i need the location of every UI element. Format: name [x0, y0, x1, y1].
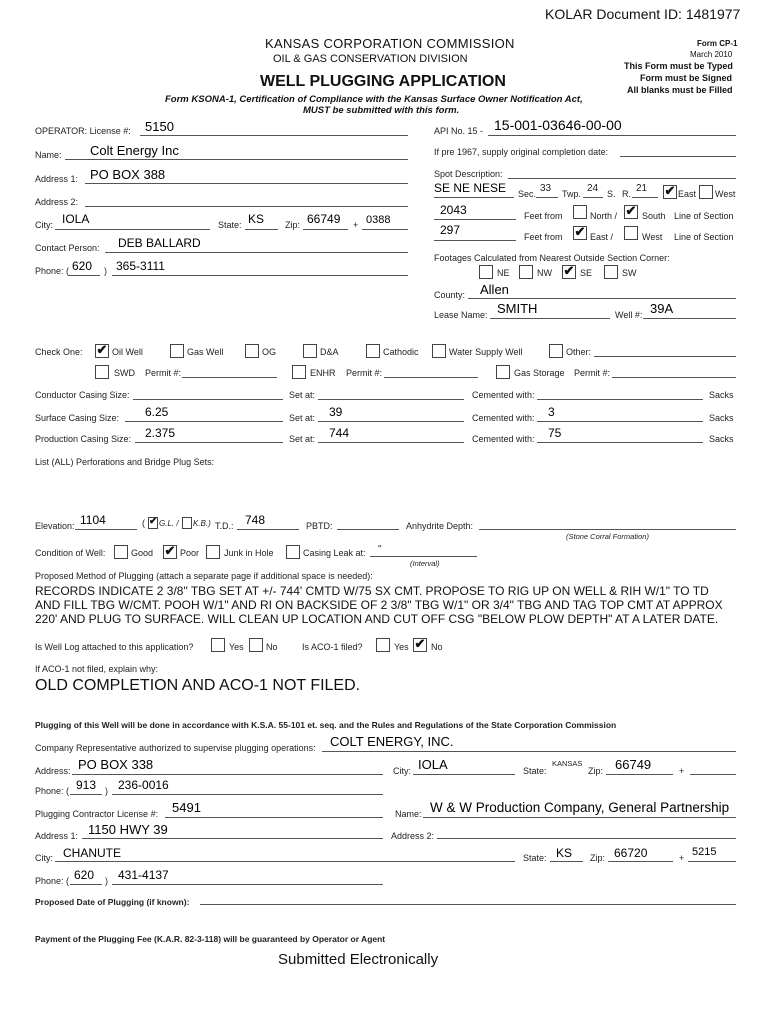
production-set-at-value[interactable]: 744 — [329, 426, 350, 440]
west2-label: West — [642, 232, 663, 242]
check-mark-icon: ✔ — [164, 543, 176, 558]
og-label: OG — [262, 347, 277, 357]
form-subtitle-1: Form KSONA-1, Certification of Compliance with the Kansas Surface Owner Notification Act, — [165, 94, 583, 105]
aco-filed-label: Is ACO-1 filed? — [302, 642, 363, 652]
aco-no-checkbox[interactable] — [413, 638, 427, 652]
contractor-license-value[interactable]: 5491 — [172, 800, 201, 815]
swd-label: SWD — [114, 368, 135, 378]
se-checkbox[interactable] — [562, 265, 576, 279]
gl-checkbox[interactable] — [148, 517, 158, 529]
good-label: Good — [131, 548, 154, 558]
conductor-cemented-label: Cemented with: — [472, 390, 535, 400]
swd-permit-label: Permit #: — [145, 368, 182, 378]
other-checkbox[interactable] — [549, 344, 563, 358]
rep-phone-area[interactable]: 913 — [76, 778, 97, 792]
county-value[interactable]: Allen — [480, 282, 509, 297]
proposed-date-label: Proposed Date of Plugging (if known): — [35, 897, 190, 907]
contractor-zip-label: Zip: — [590, 853, 606, 863]
sec-label: Sec. — [518, 189, 537, 199]
condition-label: Condition of Well: — [35, 548, 106, 558]
east-checkbox[interactable] — [663, 185, 677, 199]
contractor-state-label: State: — [523, 853, 547, 863]
well-log-no-label: No — [266, 642, 278, 652]
cathodic-checkbox[interactable] — [366, 344, 380, 358]
elevation-open-paren: ( — [142, 518, 145, 528]
phone-value[interactable]: 365-3111 — [116, 259, 165, 273]
check-mark-icon: ✔ — [574, 224, 586, 239]
conductor-casing-label: Conductor Casing Size: — [35, 390, 130, 400]
surface-set-at-value[interactable]: 39 — [329, 405, 343, 419]
sw-checkbox[interactable] — [604, 265, 618, 279]
se-label: SE — [580, 268, 593, 278]
rep-zip-plus: + — [679, 766, 685, 776]
twp-value[interactable]: 24 — [587, 183, 599, 194]
north-checkbox[interactable] — [573, 205, 587, 219]
rep-state-label: State: — [523, 766, 547, 776]
kb-label: K.B.) — [193, 519, 211, 528]
conductor-sacks-label: Sacks — [709, 390, 734, 400]
operator-name-value[interactable]: Colt Energy Inc — [90, 143, 179, 158]
form-note-typed: This Form must be Typed — [624, 61, 733, 71]
west-checkbox[interactable] — [699, 185, 713, 199]
nw-checkbox[interactable] — [519, 265, 533, 279]
license-label: OPERATOR: License #: — [35, 126, 131, 136]
water-supply-checkbox[interactable] — [432, 344, 446, 358]
check-mark-icon: ✔ — [149, 516, 158, 527]
poor-label: Poor — [180, 548, 200, 558]
api-label: API No. 15 - — [434, 126, 484, 136]
perforations-label: List (ALL) Perforations and Bridge Plug Sets: — [35, 457, 215, 467]
ne-label: NE — [497, 268, 510, 278]
sw-label: SW — [622, 268, 637, 278]
surface-cemented-label: Cemented with: — [472, 413, 535, 423]
kb-checkbox[interactable] — [182, 517, 192, 529]
well-number-value[interactable]: 39A — [650, 301, 674, 316]
check-mark-icon: ✔ — [96, 342, 108, 357]
sec-value[interactable]: 33 — [540, 183, 552, 194]
address1-label: Address 1: — [35, 174, 79, 184]
form-number: Form CP-1 — [697, 39, 738, 48]
pre1967-label: If pre 1967, supply original completion date: — [434, 147, 609, 157]
contractor-state-value[interactable]: KS — [556, 846, 573, 860]
footages-label: Footages Calculated from Nearest Outside Section Corner: — [434, 253, 670, 263]
aco-no-label: No — [431, 642, 443, 652]
enhr-permit-label: Permit #: — [346, 368, 383, 378]
contractor-city-value[interactable]: CHANUTE — [63, 846, 122, 860]
agency-name: KANSAS CORPORATION COMMISSION — [265, 36, 515, 51]
rep-zip-label: Zip: — [588, 766, 604, 776]
s-label: S. — [607, 189, 616, 199]
td-label: T.D.: — [215, 521, 234, 531]
submitted-electronically: Submitted Electronically — [278, 951, 439, 968]
east2-checkbox[interactable] — [573, 226, 587, 240]
city-value[interactable]: IOLA — [62, 212, 90, 226]
well-log-no-checkbox[interactable] — [249, 638, 263, 652]
aco-explain-label: If ACO-1 not filed, explain why: — [35, 664, 159, 674]
check-mark-icon: ✔ — [625, 203, 637, 218]
contractor-phone-value[interactable]: 431-4137 — [118, 868, 169, 882]
rep-city-label: City: — [393, 766, 411, 776]
division-name: OIL & GAS CONSERVATION DIVISION — [273, 53, 468, 65]
og-checkbox[interactable] — [245, 344, 259, 358]
api-value[interactable]: 15-001-03646-00-00 — [494, 117, 622, 133]
zip4-value[interactable]: 0388 — [366, 214, 391, 226]
contractor-address1-label: Address 1: — [35, 831, 79, 841]
city-label: City: — [35, 220, 53, 230]
contractor-name-label: Name: — [395, 809, 422, 819]
production-casing-label: Production Casing Size: — [35, 434, 132, 444]
td-value[interactable]: 748 — [245, 513, 266, 527]
contractor-address1-value[interactable]: 1150 HWY 39 — [88, 822, 168, 837]
company-rep-value[interactable]: COLT ENERGY, INC. — [330, 734, 454, 749]
production-sacks-label: Sacks — [709, 434, 734, 444]
enhr-label: ENHR — [310, 368, 336, 378]
zip-label: Zip: — [285, 220, 301, 230]
contractor-zip-plus: + — [679, 853, 685, 863]
form-note-signed: Form must be Signed — [640, 73, 733, 83]
gas-storage-permit-label: Permit #: — [574, 368, 611, 378]
state-label: State: — [218, 220, 242, 230]
r-value[interactable]: 21 — [636, 183, 648, 194]
contractor-name-value[interactable]: W & W Production Company, General Partnership — [430, 800, 730, 815]
well-log-label: Is Well Log attached to this application? — [35, 642, 194, 652]
elevation-value[interactable]: 1104 — [80, 513, 106, 527]
west2-checkbox[interactable] — [624, 226, 638, 240]
interval-label: (Interval) — [410, 559, 440, 568]
gas-storage-label: Gas Storage — [514, 368, 565, 378]
south-label: South — [642, 211, 666, 221]
county-label: County: — [434, 290, 466, 300]
document-id: KOLAR Document ID: 1481977 — [545, 6, 741, 22]
state-value[interactable]: KS — [248, 212, 265, 226]
rep-phone-close: ) — [105, 786, 108, 796]
oil-well-checkbox[interactable] — [95, 344, 109, 358]
east-label: East — [678, 189, 697, 199]
plugging-fee-statement: Payment of the Plugging Fee (K.A.R. 82-3-118) will be guaranteed by Operator or Agent — [35, 934, 386, 944]
zip-plus: + — [353, 220, 359, 230]
rep-phone-value[interactable]: 236-0016 — [118, 778, 169, 792]
south-checkbox[interactable] — [624, 205, 638, 219]
contractor-phone-area[interactable]: 620 — [74, 868, 95, 882]
conductor-set-at-label: Set at: — [289, 390, 316, 400]
check-mark-icon: ✔ — [414, 636, 426, 651]
feet1-value[interactable]: 2043 — [440, 203, 467, 217]
contractor-zip-value[interactable]: 66720 — [614, 846, 648, 860]
feet2-value[interactable]: 297 — [440, 223, 461, 237]
water-supply-label: Water Supply Well — [449, 347, 523, 357]
east2-label: East / — [590, 232, 614, 242]
feet-from-1-label: Feet from — [524, 211, 563, 221]
contact-label: Contact Person: — [35, 243, 100, 253]
phone-close: ) — [104, 266, 107, 276]
aco-yes-label: Yes — [394, 642, 409, 652]
contact-value[interactable]: DEB BALLARD — [118, 236, 201, 250]
check-mark-icon: ✔ — [664, 183, 676, 198]
other-label: Other: — [566, 347, 592, 357]
spot-label: Spot Description: — [434, 169, 503, 179]
elevation-label: Elevation: — [35, 521, 75, 531]
cathodic-label: Cathodic — [383, 347, 419, 357]
check-one-label: Check One: — [35, 347, 83, 357]
form-note-blanks: All blanks must be Filled — [627, 85, 733, 95]
well-log-yes-label: Yes — [229, 642, 244, 652]
rep-address-label: Address: — [35, 766, 71, 776]
phone-area-value[interactable]: 620 — [72, 259, 93, 273]
address1-value[interactable]: PO BOX 388 — [90, 167, 166, 182]
gl-label: G.L. / — [159, 519, 179, 528]
poor-checkbox[interactable] — [163, 545, 177, 559]
junk-checkbox[interactable] — [206, 545, 220, 559]
name-label: Name: — [35, 150, 62, 160]
contractor-zip4-value[interactable]: 5215 — [692, 846, 717, 858]
north-label: North / — [590, 211, 618, 221]
well-number-label: Well #: — [615, 310, 643, 320]
phone-label: Phone: ( — [35, 266, 70, 276]
aco-explain-value[interactable]: OLD COMPLETION AND ACO-1 NOT FILED. — [35, 677, 361, 694]
twp-label: Twp. — [562, 189, 582, 199]
west-label: West — [715, 189, 736, 199]
spot-value[interactable]: SE NE NESE — [434, 181, 507, 195]
plugging-method-line-3[interactable]: 220' AND PLUG TO SURFACE. WILL CLEAN UP LOCATION AND CUT OFF CSG "BELOW PLOW DEPTH" AT A LATER DATE. — [35, 612, 719, 626]
kar-statement: Plugging of this Well will be done in accordance with K.S.A. 55-101 et. seq. and the Rules and Regulations of the State Corporation Commission — [35, 720, 617, 730]
feet-from-2-label: Feet from — [524, 232, 563, 242]
oil-well-label: Oil Well — [112, 347, 143, 357]
contractor-address2-label: Address 2: — [391, 831, 435, 841]
production-set-at-label: Set at: — [289, 434, 316, 444]
production-casing-size[interactable]: 2.375 — [145, 426, 176, 440]
well-log-yes-checkbox[interactable] — [211, 638, 225, 652]
nw-label: NW — [537, 268, 552, 278]
da-checkbox[interactable] — [303, 344, 317, 358]
casing-leak-checkbox[interactable] — [286, 545, 300, 559]
address2-label: Address 2: — [35, 197, 79, 207]
pbtd-label: PBTD: — [306, 521, 333, 531]
swd-checkbox[interactable] — [95, 365, 109, 379]
form-title: WELL PLUGGING APPLICATION — [260, 73, 506, 90]
stone-corral-label: (Stone Corral Formation) — [566, 532, 649, 541]
lease-label: Lease Name: — [434, 310, 488, 320]
casing-leak-label: Casing Leak at: — [303, 548, 366, 558]
license-value[interactable]: 5150 — [145, 119, 174, 134]
casing-leak-value[interactable]: " — [378, 544, 382, 555]
good-checkbox[interactable] — [114, 545, 128, 559]
surface-sacks-label: Sacks — [709, 413, 734, 423]
company-rep-label: Company Representative authorized to supervise plugging operations: — [35, 743, 316, 753]
contractor-phone-label: Phone: ( — [35, 876, 70, 886]
production-cemented-label: Cemented with: — [472, 434, 535, 444]
rep-address-value[interactable]: PO BOX 338 — [78, 757, 154, 772]
production-cemented-value[interactable]: 75 — [548, 426, 562, 440]
da-label: D&A — [320, 347, 339, 357]
contractor-city-label: City: — [35, 853, 53, 863]
surface-casing-label: Surface Casing Size: — [35, 413, 120, 423]
contractor-phone-close: ) — [105, 876, 108, 886]
gas-well-label: Gas Well — [187, 347, 224, 357]
ne-checkbox[interactable] — [479, 265, 493, 279]
rep-zip-value[interactable]: 66749 — [615, 757, 652, 772]
surface-casing-size[interactable]: 6.25 — [145, 405, 169, 419]
zip-value[interactable]: 66749 — [307, 212, 341, 226]
surface-set-at-label: Set at: — [289, 413, 316, 423]
line-of-section-2-label: Line of Section — [674, 232, 734, 242]
form-date: March 2010 — [690, 50, 733, 59]
gas-storage-checkbox[interactable] — [496, 365, 510, 379]
anhydrite-label: Anhydrite Depth: — [406, 521, 474, 531]
line-of-section-1-label: Line of Section — [674, 211, 734, 221]
plugging-method-label: Proposed Method of Plugging (attach a separate page if additional space is needed): — [35, 571, 373, 581]
contractor-license-label: Plugging Contractor License #: — [35, 809, 159, 819]
rep-city-value[interactable]: IOLA — [418, 757, 448, 772]
plugging-method-line-2[interactable]: AND FILL TBG W/CMT. POOH W/1" AND RI ON BACKSIDE OF 2 3/8" TBG W/1" OR 3/4" TBG AND TAG TOP CMT AT APPROX — [35, 598, 723, 612]
form-subtitle-2: MUST be submitted with this form. — [303, 105, 460, 116]
enhr-checkbox[interactable] — [292, 365, 306, 379]
r-label: R. — [622, 189, 631, 199]
aco-yes-checkbox[interactable] — [376, 638, 390, 652]
plugging-method-line-1[interactable]: RECORDS INDICATE 2 3/8" TBG SET AT +/- 744' CMTD W/75 SX CMT. PROPOSE TO RIG UP ON WELL & RIH W/1" TO TD — [35, 584, 709, 598]
surface-cemented-value[interactable]: 3 — [548, 405, 555, 419]
lease-value[interactable]: SMITH — [497, 301, 538, 316]
rep-state-value[interactable]: KANSAS — [552, 759, 583, 768]
check-mark-icon: ✔ — [563, 263, 575, 278]
junk-label: Junk in Hole — [224, 548, 274, 558]
rep-phone-label: Phone: ( — [35, 786, 70, 796]
gas-well-checkbox[interactable] — [170, 344, 184, 358]
